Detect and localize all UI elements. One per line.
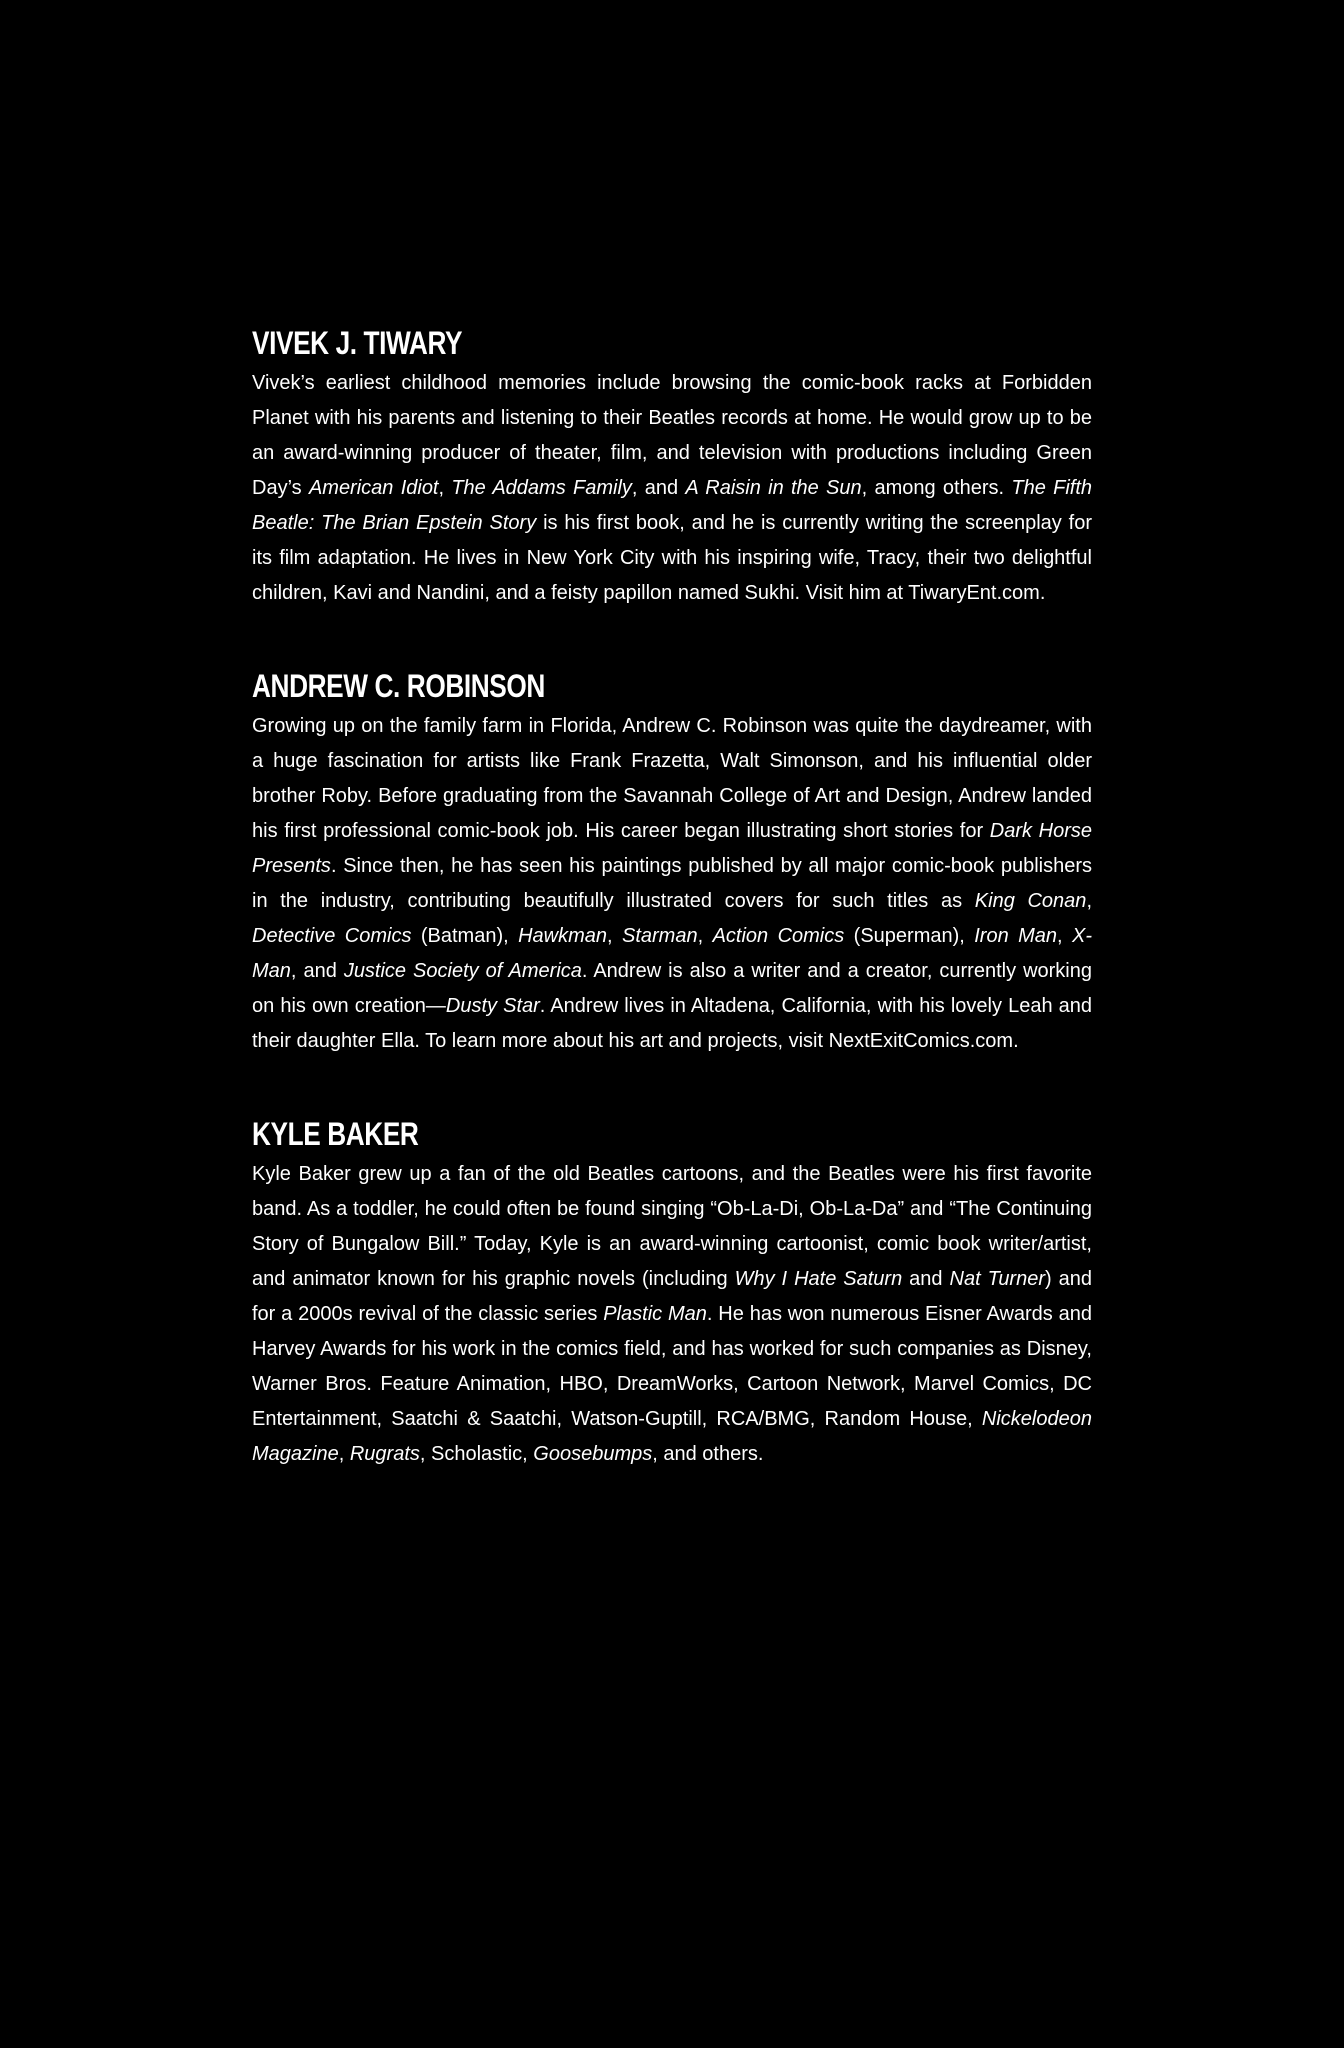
bio-paragraph — [252, 366, 1092, 611]
bio-title-italic: Iron Man — [974, 925, 1058, 947]
bio-title-italic: Starman — [622, 925, 698, 947]
bio-vivek-tiwary — [252, 320, 1092, 611]
bio-paragraph — [252, 1157, 1092, 1472]
bio-text-run: , — [438, 477, 452, 499]
bio-title-italic: Why I Hate Saturn — [734, 1268, 903, 1290]
bio-title-italic: Hawkman — [518, 925, 608, 947]
bio-title-italic: Goosebumps — [533, 1443, 653, 1465]
bio-text-run: , — [607, 925, 622, 947]
bio-paragraph — [252, 709, 1092, 1059]
bio-andrew-robinson — [252, 663, 1092, 1059]
bio-text-run: , and — [631, 477, 686, 499]
bio-title-italic: Nat Turner — [949, 1268, 1046, 1290]
bio-text-run: . He has won numerous Eisner Awards and Harvey Awards for his work in the comics field, and has worked for such companies as Disney, Warner Bros. Feature Animation, HBO, DreamWorks, Cartoon Network, Marvel Comics, DC Entertainment, Saatchi & Saatchi, Watson-Guptill, RCA/BMG, Random House, — [252, 1303, 1093, 1430]
bio-text-run: is his first book, and he is currently writing the screenplay for its film adaptation. He lives in New York City with his inspiring wife, Tracy, their two delightful children, Kavi and Nandini, and a feisty papillon named Sukhi. Visit him at TiwaryEnt.com. — [252, 512, 1092, 604]
bio-text-run: , and — [290, 960, 344, 982]
contributor-bios-page — [252, 320, 1092, 1472]
bio-title-italic: Dusty Star — [445, 995, 540, 1017]
bio-name-heading: VIVEK J. TIWARY — [252, 325, 463, 361]
bio-text-run: and — [902, 1268, 950, 1290]
bio-title-italic: American Idiot — [308, 477, 439, 499]
bio-title-italic: Rugrats — [349, 1443, 420, 1465]
bio-title-italic: Action Comics — [712, 925, 845, 947]
bio-text-run: Kyle Baker grew up a fan of the old Beatles cartoons, and the Beatles were his first favorite band. As a toddler, he could often be found singing “Ob-La-Di, Ob-La-Da” and “The Continuing Story of Bungalow Bill.” Today, Kyle is an award-winning cartoonist, comic book writer/artist, and animator known for his graphic novels (including — [252, 1163, 1092, 1290]
bio-title-italic: Dark Horse Presents — [252, 820, 1092, 877]
bio-title-italic: King Conan — [974, 890, 1087, 912]
bio-text-run: Growing up on the family farm in Florida, Andrew C. Robinson was quite the daydreamer, with a huge fascination for artists like Frank Frazetta, Walt Simonson, and his influential older brother Roby. Before graduating from the Savannah College of Art and Design, Andrew landed his first professional comic-book job. His career began illustrating short stories for — [252, 715, 1092, 842]
bio-title-italic: A Raisin in the Sun — [685, 477, 862, 499]
bio-title-italic: Justice Society of America — [343, 960, 582, 982]
bio-text-run: (Batman), — [411, 925, 519, 947]
bio-text-run: . Since then, he has seen his paintings published by all major comic-book publishers in the industry, contributing beautifully illustrated covers for such titles as — [252, 855, 1092, 912]
bio-text-run: , and others. — [652, 1443, 764, 1465]
bio-title-italic: Detective Comics — [252, 925, 412, 947]
bio-text-run: , Scholastic, — [419, 1443, 534, 1465]
bio-title-italic: Nickelodeon Magazine — [252, 1408, 1092, 1465]
bio-text-run: , — [1086, 890, 1092, 912]
bio-text-run: Vivek’s earliest childhood memories include browsing the comic-book racks at Forbidden Planet with his parents and listening to their Beatles records at home. He would grow up to be an award-winning producer of theater, film, and television with productions including Green Day’s — [252, 372, 1092, 499]
bio-text-run: , — [697, 925, 713, 947]
bio-title-italic: Plastic Man — [603, 1303, 707, 1325]
bio-text-run: (Superman), — [844, 925, 975, 947]
bio-title-italic: The Addams Family — [451, 477, 632, 499]
bio-text-run: ) and for a 2000s revival of the classic series — [252, 1268, 1093, 1325]
bio-title-italic: The Fifth Beatle: The Brian Epstein Story — [252, 477, 1092, 534]
bio-name-heading: ANDREW C. ROBINSON — [252, 668, 545, 704]
bio-kyle-baker — [252, 1111, 1092, 1472]
bio-text-run: , — [338, 1443, 350, 1465]
bio-text-run: , — [1057, 925, 1073, 947]
bio-text-run: . Andrew lives in Altadena, California, with his lovely Leah and their daughter Ella. To learn more about his art and projects, visit NextExitComics.com. — [252, 995, 1093, 1052]
bio-name-heading: KYLE BAKER — [252, 1116, 419, 1152]
bio-title-italic: X-Man — [252, 925, 1093, 982]
bio-text-run: . Andrew is also a writer and a creator, currently working on his own creation— — [252, 960, 1092, 1017]
bio-text-run: , among others. — [861, 477, 1012, 499]
